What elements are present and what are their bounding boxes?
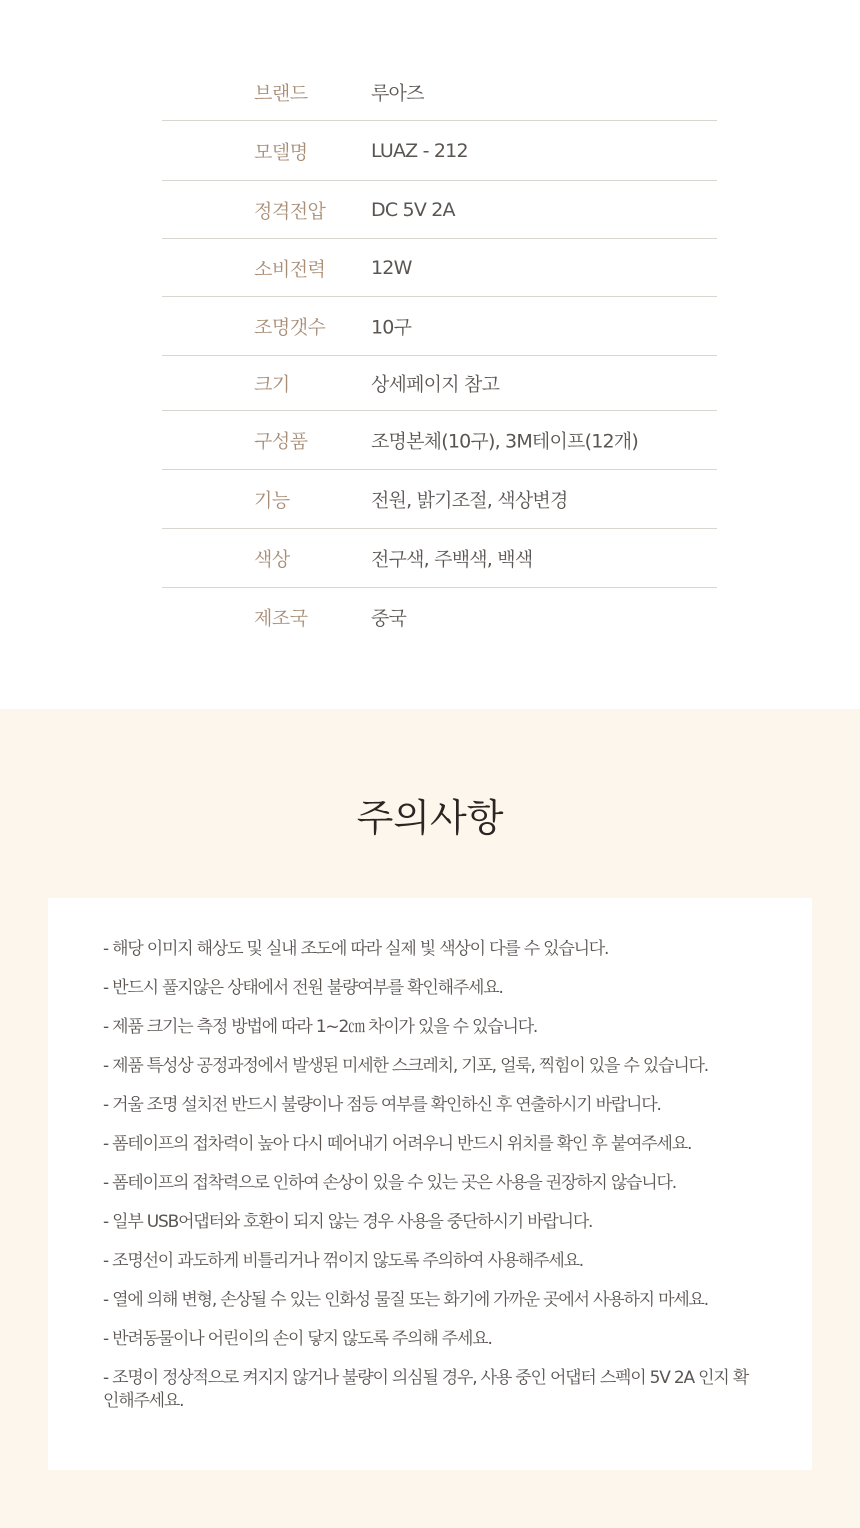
caution-title: 주의사항 bbox=[356, 796, 504, 840]
spec-row-brand bbox=[162, 64, 717, 121]
caution-item: - 조명선이 과도하게 비틀리거나 꺾이지 않도록 주의하여 사용해주세요. bbox=[103, 1251, 584, 1271]
spec-value: 전구색, 주백색, 백색 bbox=[371, 548, 533, 571]
spec-row-color bbox=[162, 529, 717, 588]
caution-item: - 폼테이프의 접착력으로 인하여 손상이 있을 수 있는 곳은 사용을 권장하지 않습니다. bbox=[103, 1173, 676, 1193]
spec-value: LUAZ - 212 bbox=[371, 139, 468, 162]
caution-item: - 일부 USB어댑터와 호환이 되지 않는 경우 사용을 중단하시기 바랍니다. bbox=[103, 1212, 593, 1232]
caution-item: - 반려동물이나 어린이의 손이 닿지 않도록 주의해 주세요. bbox=[103, 1329, 492, 1349]
caution-item: - 조명이 정상적으로 켜지지 않거나 불량이 의심될 경우, 사용 중인 어댑터 스펙이 5V 2A 인지 확인해주세요. bbox=[103, 1368, 749, 1411]
spec-row-voltage bbox=[162, 181, 717, 239]
spec-label: 크기 bbox=[254, 373, 290, 396]
spec-label: 모델명 bbox=[254, 141, 308, 163]
spec-row-model bbox=[162, 121, 717, 181]
caution-box bbox=[48, 898, 812, 1470]
spec-label: 제조국 bbox=[254, 607, 308, 629]
caution-item: - 제품 특성상 공정과정에서 발생된 미세한 스크레치, 기포, 얼룩, 찍힘이 있을 수 있습니다. bbox=[103, 1056, 708, 1076]
caution-list bbox=[103, 938, 783, 1429]
caution-item: - 반드시 풀지않은 상태에서 전원 불량여부를 확인해주세요. bbox=[103, 978, 503, 998]
spec-table bbox=[162, 64, 717, 645]
caution-item: - 폼테이프의 접차력이 높아 다시 떼어내기 어려우니 반드시 위치를 확인 후 붙여주세요. bbox=[103, 1134, 692, 1154]
spec-value: 루아즈 bbox=[371, 82, 424, 105]
caution-item: - 거울 조명 설치전 반드시 불량이나 점등 여부를 확인하신 후 연출하시기 바랍니다. bbox=[103, 1095, 661, 1115]
spec-value: 중국 bbox=[371, 607, 407, 629]
caution-item: - 제품 크기는 측정 방법에 따라 1~2㎝ 차이가 있을 수 있습니다. bbox=[103, 1017, 538, 1037]
spec-value: 조명본체(10구), 3M테이프(12개) bbox=[371, 430, 638, 453]
spec-label: 구성품 bbox=[254, 430, 308, 453]
spec-row-function bbox=[162, 470, 717, 529]
spec-row-power bbox=[162, 239, 717, 297]
spec-label: 정격전압 bbox=[254, 200, 326, 222]
spec-row-components bbox=[162, 411, 717, 470]
spec-row-size bbox=[162, 356, 717, 411]
spec-value: DC 5V 2A bbox=[371, 198, 455, 221]
caution-item: - 열에 의해 변형, 손상될 수 있는 인화성 물질 또는 화기에 가까운 곳에서 사용하지 마세요. bbox=[103, 1290, 708, 1310]
spec-value: 10구 bbox=[371, 316, 412, 339]
spec-label: 조명갯수 bbox=[254, 316, 326, 339]
spec-value: 상세페이지 참고 bbox=[371, 373, 500, 396]
spec-value: 12W bbox=[371, 256, 412, 279]
spec-row-light-count bbox=[162, 297, 717, 356]
caution-item: - 해당 이미지 해상도 및 실내 조도에 따라 실제 빛 색상이 다를 수 있습니다. bbox=[103, 939, 609, 959]
spec-label: 소비전력 bbox=[254, 258, 326, 280]
spec-row-origin bbox=[162, 588, 717, 645]
spec-label: 색상 bbox=[254, 548, 290, 571]
spec-label: 브랜드 bbox=[254, 82, 308, 105]
spec-section bbox=[0, 0, 860, 709]
spec-value: 전원, 밝기조절, 색상변경 bbox=[371, 489, 568, 512]
caution-section bbox=[0, 709, 860, 1528]
spec-label: 기능 bbox=[254, 489, 290, 512]
